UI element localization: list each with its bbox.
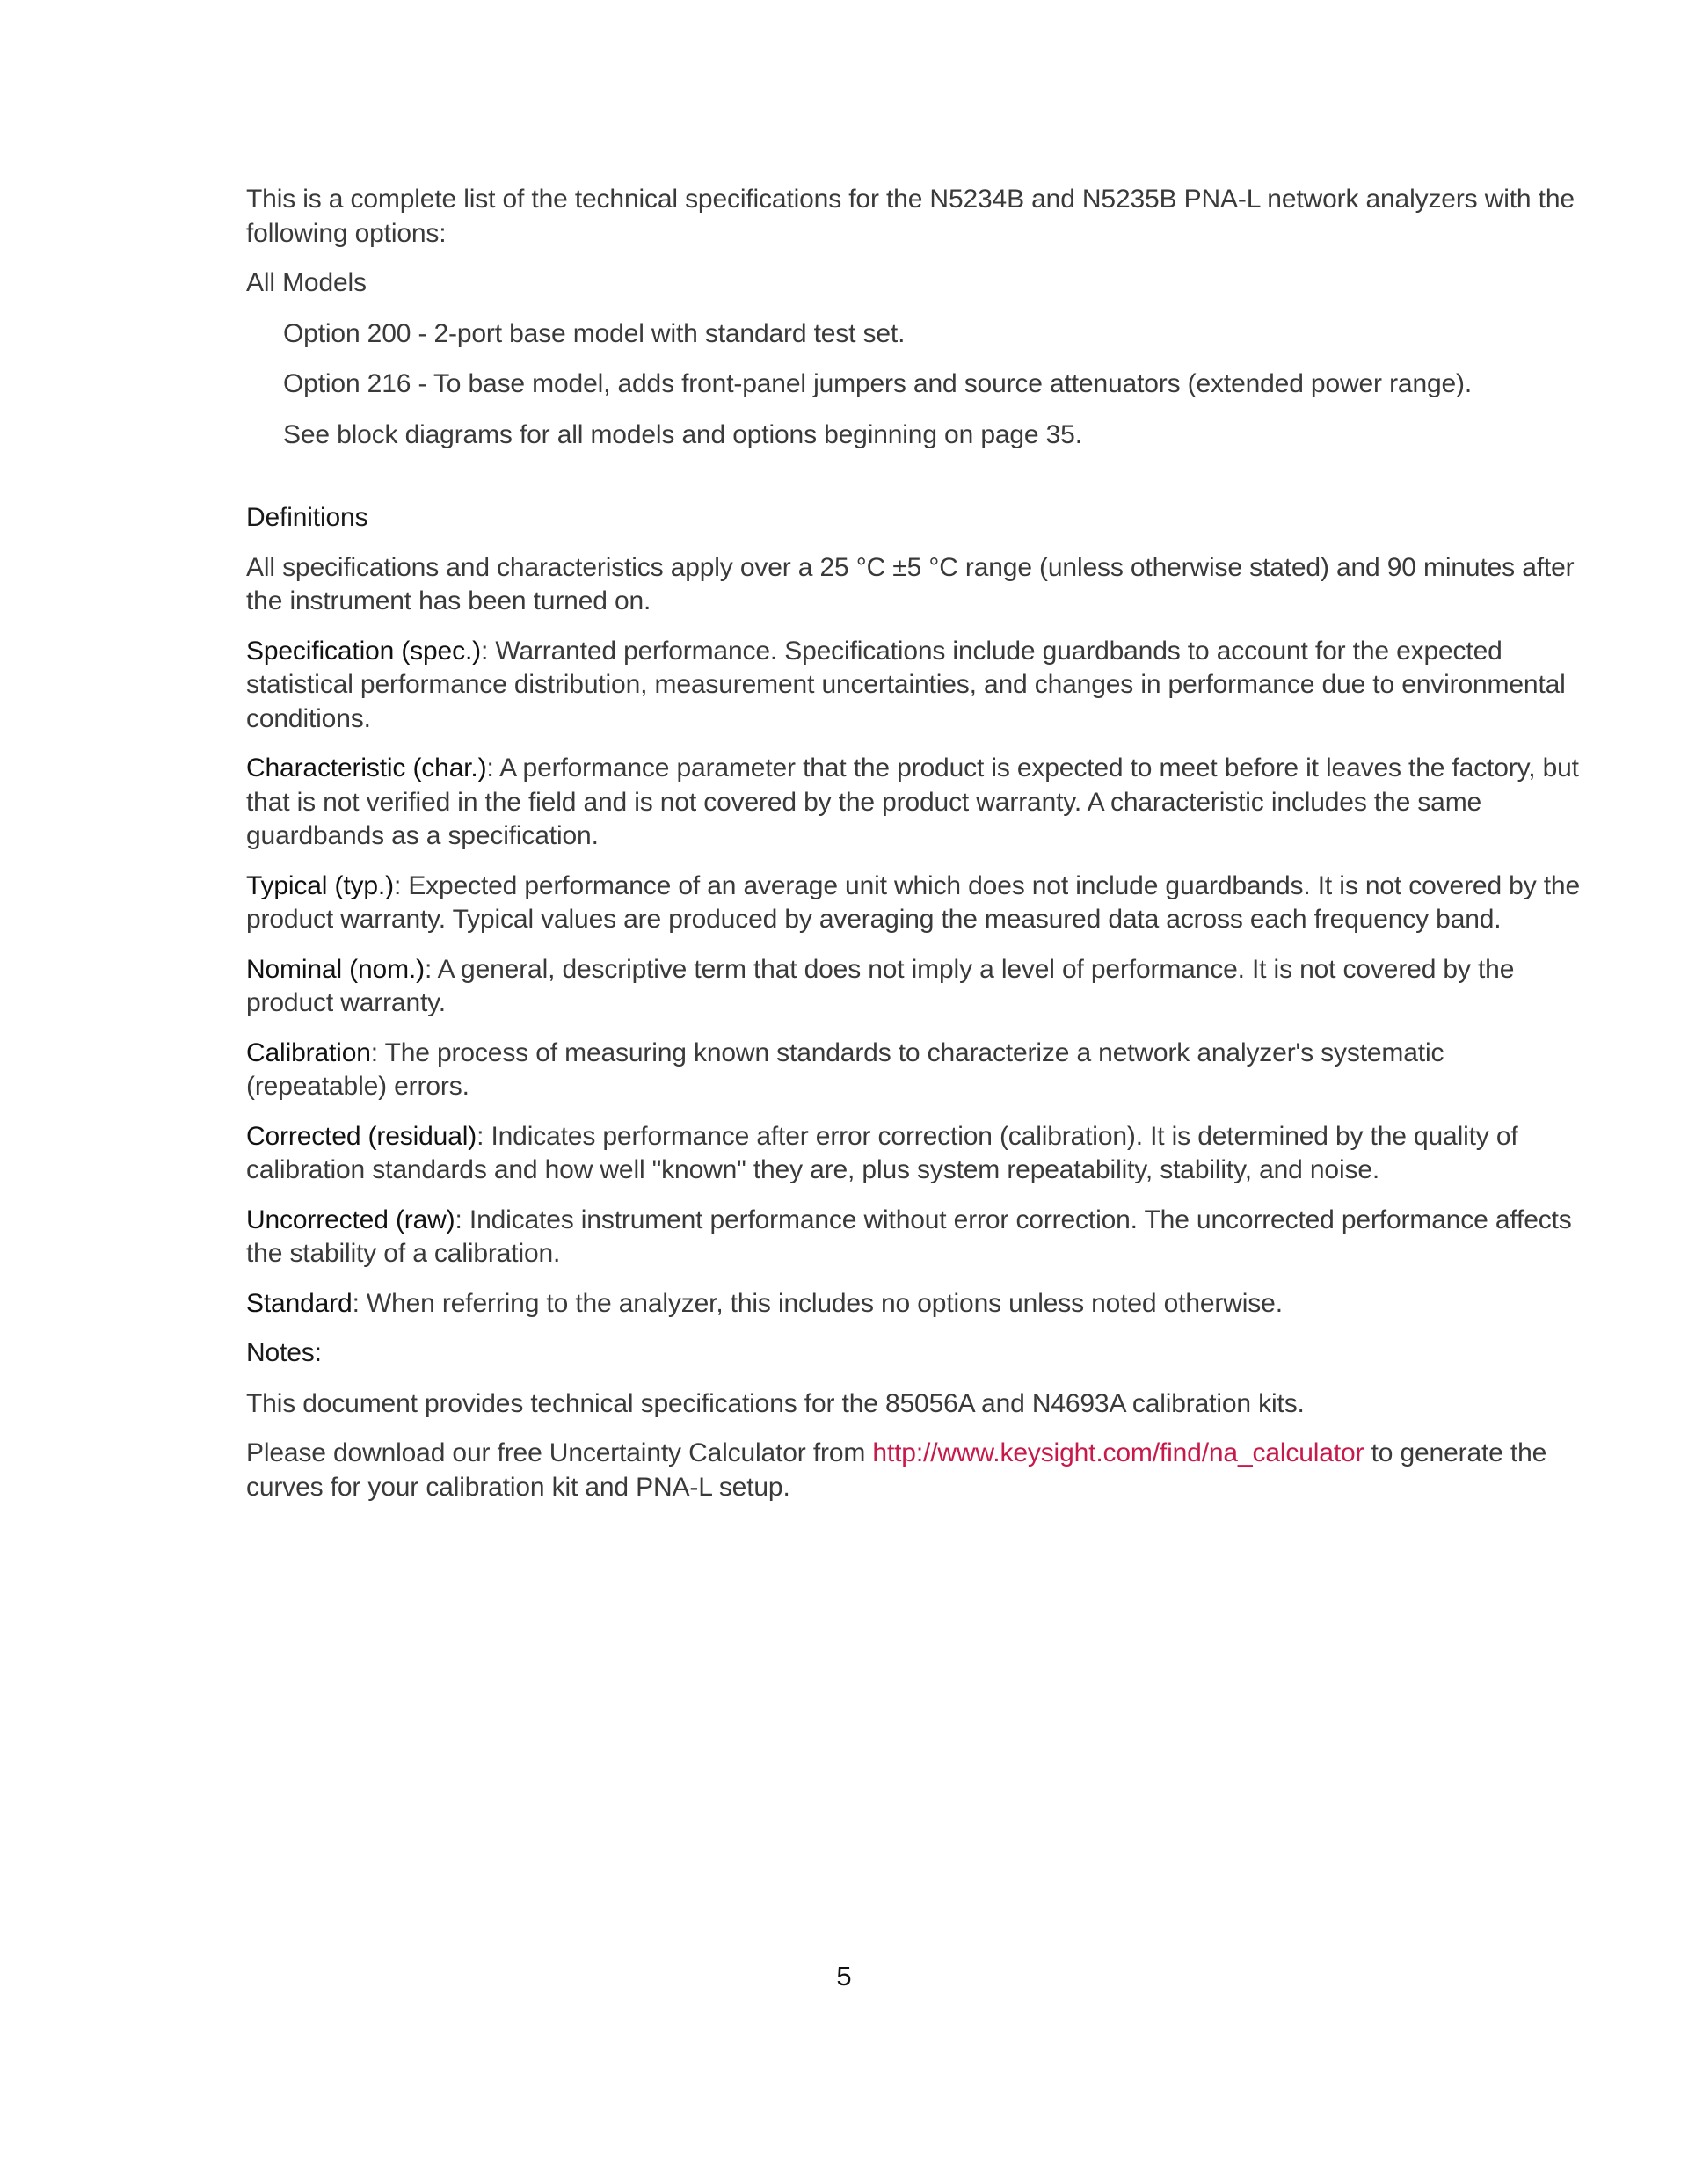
definition-term: Uncorrected (raw) — [246, 1205, 455, 1234]
definition-uncorrected — [246, 1204, 1582, 1271]
download-paragraph — [246, 1437, 1582, 1504]
definition-text: : Indicates performance after error correction (calibration). It is determined by the quality of calibration standards and how well "known" they are, plus system repeatability, stability, and noise. — [246, 1121, 1518, 1184]
definition-term: Corrected (residual) — [246, 1121, 477, 1151]
definition-standard — [246, 1287, 1582, 1321]
definition-specification — [246, 635, 1582, 737]
all-models-label: All Models — [246, 268, 367, 297]
definition-text: : Indicates instrument performance without error correction. The uncorrected performance affects the stability of a calibration. — [246, 1205, 1572, 1268]
definition-text: : When referring to the analyzer, this includes no options unless noted otherwise. — [352, 1288, 1283, 1318]
page-number: 5 — [836, 1961, 852, 1991]
definition-term: Typical (typ.) — [246, 870, 394, 900]
definitions-intro: All specifications and characteristics apply over a 25 °C ±5 °C range (unless otherwise stated) and 90 minutes after the instrument has been turned on. — [246, 552, 1575, 615]
definition-characteristic — [246, 752, 1582, 854]
document-page — [246, 183, 1582, 1520]
intro-paragraph: This is a complete list of the technical specifications for the N5234B and N5235B PNA-L network analyzers with the following options: — [246, 185, 1575, 248]
definitions-heading: Definitions — [246, 503, 368, 532]
block-diagrams-note: See block diagrams for all models and options beginning on page 35. — [283, 419, 1082, 449]
uncertainty-calculator-link[interactable]: http://www.keysight.com/find/na_calculator — [872, 1438, 1364, 1467]
definition-term: Specification (spec.) — [246, 636, 481, 666]
option-200-item: Option 200 - 2-port base model with standard test set. — [283, 318, 906, 348]
definition-calibration — [246, 1037, 1582, 1104]
definition-term: Characteristic (char.) — [246, 753, 487, 783]
definition-corrected — [246, 1120, 1582, 1188]
download-text-before: Please download our free Uncertainty Calculator from — [246, 1438, 873, 1467]
definition-text: : A performance parameter that the product is expected to meet before it leaves the factory, but that is not verified in the field and is not covered by the product warranty. A characteristic includes the same guardbands as a specification. — [246, 753, 1579, 850]
definition-text: : Expected performance of an average unit which does not include guardbands. It is not covered by the product warranty. Typical values are produced by averaging the measured data across each frequency band. — [246, 870, 1580, 934]
definition-term: Nominal (nom.) — [246, 954, 425, 984]
download-text-after: to generate the curves for your calibration kit and PNA-L setup. — [246, 1438, 1547, 1502]
definition-text: : Warranted performance. Specifications include guardbands to account for the expected statistical performance distribution, measurement uncertainties, and changes in performance due to environmental conditions. — [246, 636, 1566, 733]
notes-heading: Notes: — [246, 1338, 322, 1367]
definition-nominal — [246, 953, 1582, 1021]
definition-typical — [246, 870, 1582, 937]
definition-text: : A general, descriptive term that does not imply a level of performance. It is not covered by the product warranty. — [246, 954, 1515, 1017]
definition-term: Calibration — [246, 1037, 371, 1067]
notes-paragraph: This document provides technical specifications for the 85056A and N4693A calibration kits. — [246, 1388, 1305, 1418]
definition-term: Standard — [246, 1288, 353, 1318]
definition-text: : The process of measuring known standards to characterize a network analyzer's systematic (repeatable) errors. — [246, 1037, 1444, 1101]
option-216-item: Option 216 - To base model, adds front-panel jumpers and source attenuators (extended power range). — [283, 369, 1473, 398]
